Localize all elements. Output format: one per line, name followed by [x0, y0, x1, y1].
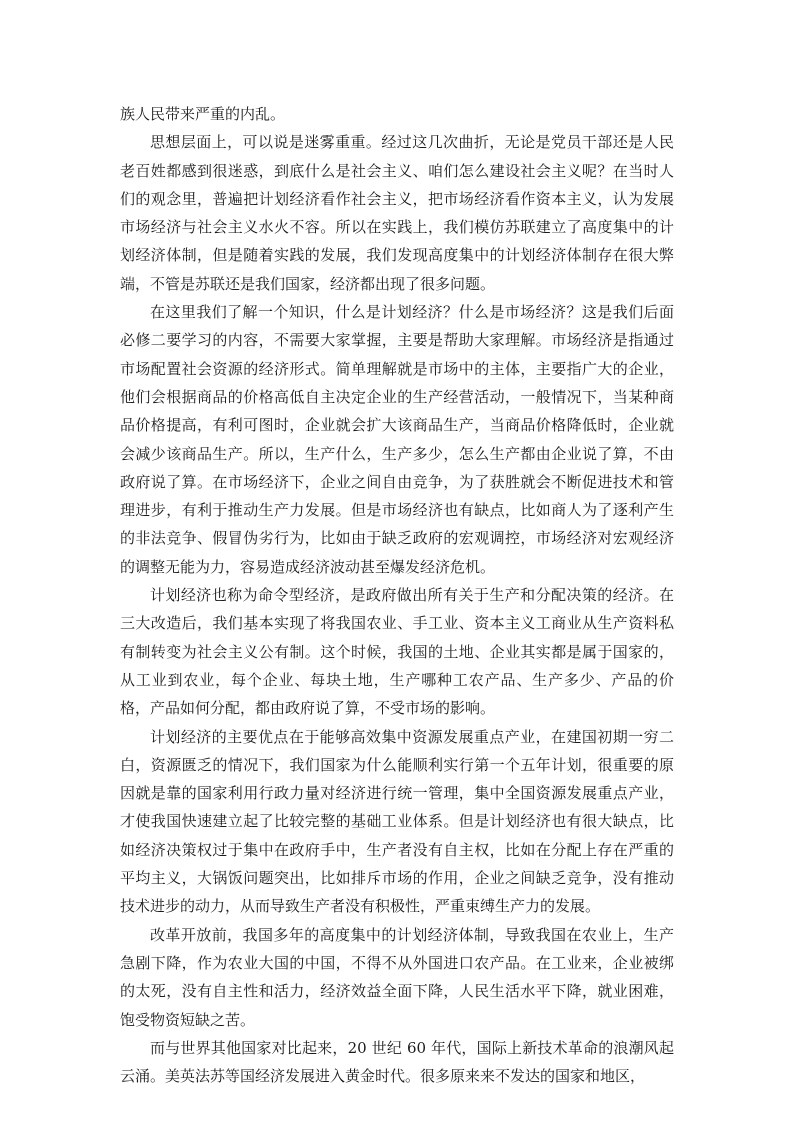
- paragraph-planned-economy-pros-cons: 计划经济的主要优点在于能够高效集中资源发展重点产业，在建国初期一穷二白，资源匮乏的情况下，我们国家为什么能顺利实行第一个五年计划，很重要的原因就是靠的国家利用行政力量对经济进行统一管理，集中全国资源发展重点产业，才使我国快速建立起了比较完整的基础工业体系。但是计划经济也有很大缺点，比如经济决策权过于集中在政府手中，生产者没有自主权，比如在分配上存在严重的平均主义，大锅饭问题突出，比如排斥市场的作用，企业之间缺乏竞争，没有推动技术进步的动力，从而导致生产者没有积极性，严重束缚生产力的发展。: [120, 727, 674, 916]
- paragraph-world-comparison: 而与世界其他国家对比起来，20 世纪 60 年代，国际上新技术革命的浪潮风起云涌。美英法苏等国经济发展进入黄金时代。很多原来来不发达的国家和地区，: [120, 1038, 674, 1086]
- paragraph-continued: 族人民带来严重的内乱。: [120, 105, 286, 123]
- paragraph-before-reform: 改革开放前，我国多年的高度集中的计划经济体制，导致我国在农业上，生产急剧下降，作为农业大国的中国，不得不从外国进口农产品。在工业来，企业被绑的太死，没有自主性和活力，经济效益全面下降，人民生活水平下降，就业困难，饱受物资短缺之苦。: [120, 925, 674, 1029]
- document-page: [120, 100, 674, 1090]
- paragraph-ideology: 思想层面上，可以说是迷雾重重。经过这几次曲折，无论是党员干部还是人民老百姓都感到很迷惑，到底什么是社会主义、咱们怎么建设社会主义呢？在当时人们的观念里，普遍把计划经济看作社会主义，把市场经济看作资本主义，认为发展市场经济与社会主义水火不容。所以在实践上，我们模仿苏联建立了高度集中的计划经济体制，但是随着实践的发展，我们发现高度集中的计划经济体制存在很大弊端，不管是苏联还是我们国家，经济都出现了很多问题。: [120, 133, 674, 293]
- paragraph-market-economy: 在这里我们了解一个知识，什么是计划经济？什么是市场经济？这是我们后面必修二要学习的内容，不需要大家掌握，主要是帮助大家理解。市场经济是指通过市场配置社会资源的经济形式。简单理解就是市场中的主体，主要指广大的企业，他们会根据商品的价格高低自主决定企业的生产经营活动，一般情况下，当某种商品价格提高，有利可图时，企业就会扩大该商品生产，当商品价格降低时，企业就会减少该商品生产。所以，生产什么，生产多少，怎么生产都由企业说了算，不由政府说了算。在市场经济下，企业之间自由竞争，为了获胜就会不断促进技术和管理进步，有利于推动生产力发展。但是市场经济也有缺点，比如商人为了逐利产生的非法竞争、假冒伪劣行为，比如由于缺乏政府的宏观调控，市场经济对宏观经济的调整无能为力，容易造成经济波动甚至爆发经济危机。: [120, 303, 674, 576]
- paragraph-planned-economy: 计划经济也称为命令型经济，是政府做出所有关于生产和分配决策的经济。在三大改造后，我们基本实现了将我国农业、手工业、资本主义工商业从生产资料私有制转变为社会主义公有制。这个时候，我国的土地、企业其实都是属于国家的，从工业到农业，每个企业、每块土地，生产哪种工农产品、生产多少、产品的价格，产品如何分配，都由政府说了算，不受市场的影响。: [120, 586, 674, 718]
